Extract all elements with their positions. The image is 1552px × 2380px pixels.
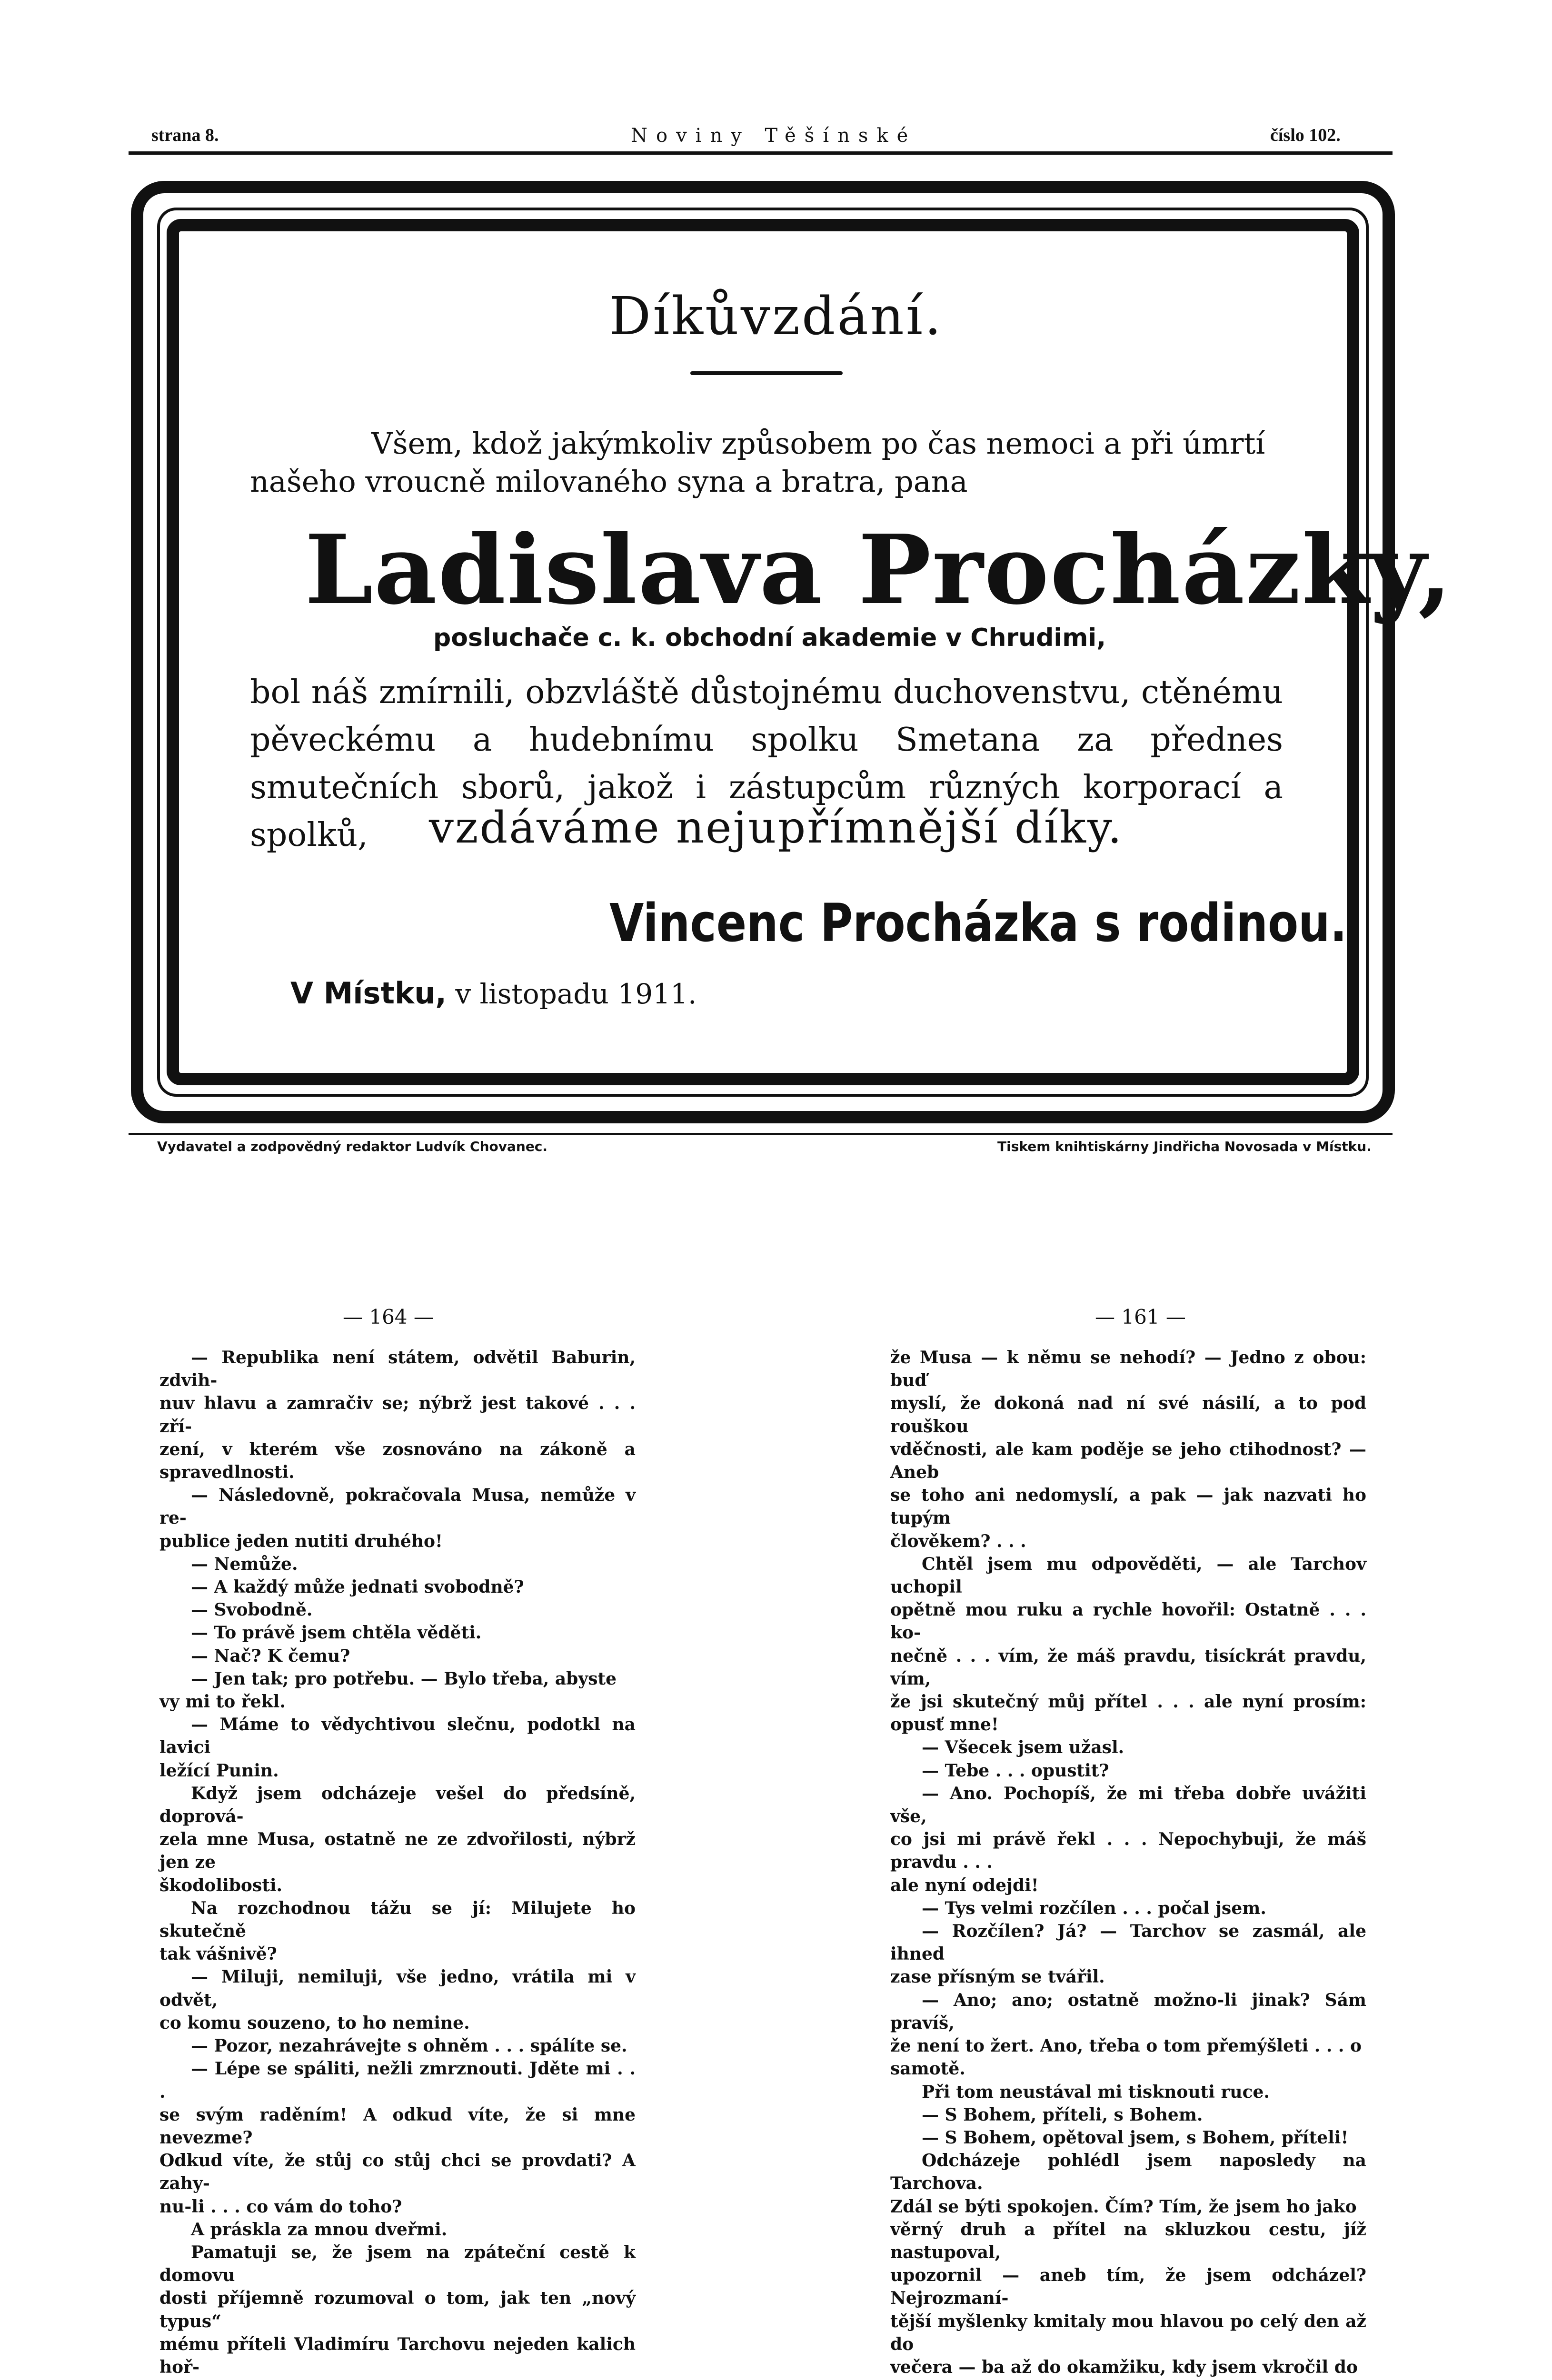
text-line: A práskla za mnou dveřmi. [191,2219,448,2240]
left-page-number: — 164 — [343,1305,434,1329]
text-line: — Nemůže. [191,1554,298,1574]
text-line: člověkem? . . . [890,1531,1026,1551]
text-line: co komu souzeno, to ho nemine. [159,2013,470,2033]
text-line: — Tebe . . . opustit? [922,1760,1109,1781]
text-line: — S Bohem, příteli, s Bohem. [922,2104,1203,2125]
text-line: — Republika není státem, odvětil Baburin, zdvih- [159,1348,636,1391]
publisher-line: Vydavatel a zodpovědný redaktor Ludvík Chovanec. [157,1139,548,1154]
text-line: ležící Punin. [159,1760,279,1781]
text-line: — Ano. Pochopíš, že mi třeba dobře uvážiti vše, [890,1783,1366,1827]
text-line: co jsi mi právě řekl . . . Nepochybuji, že máš pravdu . . . [890,1829,1366,1873]
notice-frame-inner [167,219,1359,1085]
text-line: upozornil — aneb tím, že jsem odcházel? Nejrozmaní- [890,2265,1366,2309]
text-line: — Pozor, nezahrávejte s ohněm . . . spálíte se. [191,2036,627,2056]
text-line: — Rozčílen? Já? — Tarchov se zasmál, ale ihned [890,1921,1366,1964]
text-line: Pamatuji se, že jsem na zpáteční cestě k domovu [159,2242,636,2286]
text-line: — Tys velmi rozčílen . . . počal jsem. [922,1898,1266,1918]
text-line: Na rozchodnou tážu se jí: Milujete ho skutečně [159,1898,636,1942]
issue-number: číslo 102. [1270,125,1341,145]
text-line: mému příteli Vladimíru Tarchovu nejeden kalich hoř- [159,2334,636,2377]
right-text-column [890,1346,1366,2380]
text-line: zela mne Musa, ostatně ne ze zdvořilosti, nýbrž jen ze [159,1829,636,1873]
text-line: — Jen tak; pro potřebu. — Bylo třeba, abyste [191,1668,617,1689]
text-line: myslí, že dokoná nad ní své násilí, a to pod rouškou [890,1393,1366,1437]
text-line: — Následovně, pokračovala Musa, nemůže v re- [159,1485,636,1528]
text-line: zení, v kterém vše zosnováno na zákoně a spravedlnosti. [159,1439,636,1483]
text-line: věrný druh a přítel na skluzkou cestu, jíž nastupoval, [890,2219,1366,2262]
text-line: — Ano; ano; ostatně možno-li jinak? Sám pravíš, [890,1990,1366,2033]
notice-place-date [290,976,696,1011]
text-line: že není to žert. Ano, třeba o tom přemýšleti . . . o [890,2036,1362,2056]
text-line: publice jeden nutiti druhého! [159,1531,443,1551]
text-line: nečně . . . vím, že máš pravdu, tisíckrát pravdu, vím, [890,1646,1366,1689]
text-line: — Máme to vědychtivou slečnu, podotkl na lavici [159,1715,636,1758]
printer-line: Tiskem knihtiskárny Jindřicha Novosada v Místku. [997,1139,1372,1154]
text-line: nuv hlavu a zamračiv se; nýbrž jest takové . . . zří- [159,1393,636,1437]
text-line: škodolibosti. [159,1875,283,1895]
text-line: vy mi to řekl. [159,1692,286,1712]
text-line: — Lépe se spáliti, nežli zmrznouti. Jděte mi . . . [159,2059,636,2102]
notice-thanks: vzdáváme nejupřímnější díky. [428,802,1124,853]
notice-intro-line-2: našeho vroucně milovaného syna a bratra, pana [250,464,968,499]
text-line: samotě. [890,2059,965,2079]
text-line: Odcházeje pohlédl jsem naposledy na Tarchova. [890,2151,1366,2194]
text-line: večera — ba až do okamžiku, kdy jsem vkročil do [890,2357,1358,2377]
newspaper-title: Noviny Těšínské [631,125,917,147]
right-page-number: — 161 — [1095,1305,1186,1329]
deceased-subtitle: posluchače c. k. obchodní akademie v Chrudimi, [433,624,1106,652]
text-line: že Musa — k němu se nehodí? — Jedno z obou: buď [890,1348,1366,1391]
text-line: zase přísným se tvářil. [890,1967,1105,1987]
text-line: tak vášnivě? [159,1944,277,1964]
text-line: — A každý může jednati svobodně? [191,1577,524,1597]
text-line: Zdál se býti spokojen. Čím? Tím, že jsem ho jako [890,2196,1357,2217]
text-line: — Nač? K čemu? [191,1646,350,1666]
notice-date: v listopadu 1911. [455,978,697,1010]
text-line: — S Bohem, opětoval jsem, s Bohem, příteli! [922,2127,1349,2148]
text-line: se svým raděním! A odkud víte, že si mne nevezme? [159,2104,636,2148]
text-line: Když jsem odcházeje vešel do předsíně, doprová- [159,1783,636,1827]
notice-signature: Vincenc Procházka s rodinou. [609,892,1347,953]
text-line: Při tom neustával mi tisknouti ruce. [922,2082,1270,2102]
deceased-name: Ladislava Procházky, [305,514,1453,626]
header-rule [129,151,1393,155]
left-text-column [159,1346,636,2380]
footer-rule [129,1133,1393,1135]
text-line: se toho ani nedomyslí, a pak — jak nazvati ho tupým [890,1485,1366,1528]
text-line [890,2379,1366,2380]
text-line: dosti příjemně rozumoval o tom, jak ten „nový typus“ [159,2288,636,2331]
notice-intro-line-1: Všem, kdož jakýmkoliv způsobem po čas nemoci a při úmrtí [371,426,1265,461]
notice-place: V Místku, [290,976,447,1011]
notice-title: Díkůvzdání. [609,286,943,347]
text-line [159,2379,636,2380]
text-line: nu-li . . . co vám do toho? [159,2196,402,2217]
text-line: tější myšlenky kmitaly mou hlavou po celý den až do [890,2311,1366,2354]
text-line: — To právě jsem chtěla věděti. [191,1623,482,1643]
text-line: — Svobodně. [191,1600,313,1620]
text-line: — Miluji, nemiluji, vše jedno, vrátila mi v odvět, [159,1967,636,2010]
text-line: — Všecek jsem užasl. [922,1737,1124,1758]
text-line: ale nyní odejdi! [890,1875,1039,1895]
page-label: strana 8. [151,125,219,145]
text-line: Odkud víte, že stůj co stůj chci se provdati? A zahy- [159,2151,636,2194]
text-line: Chtěl jsem mu odpověděti, — ale Tarchov uchopil [890,1554,1366,1597]
text-line: že jsi skutečný můj přítel . . . ale nyní prosím: opusť mne! [890,1692,1366,1735]
notice-body: bol náš zmírnili, obzvláště důstojnému duchovenstvu, ctěnému pěveckému a hudebnímu spolku Smetana za přednes smutečních sborů, jakož i zástupcům různých korporací a spolků, [250,674,1283,854]
text-line: vděčnosti, ale kam poděje se jeho ctihodnost? — Aneb [890,1439,1366,1483]
title-ornament-rule [690,371,843,375]
text-line: opětně mou ruku a rychle hovořil: Ostatně . . . ko- [890,1600,1366,1643]
